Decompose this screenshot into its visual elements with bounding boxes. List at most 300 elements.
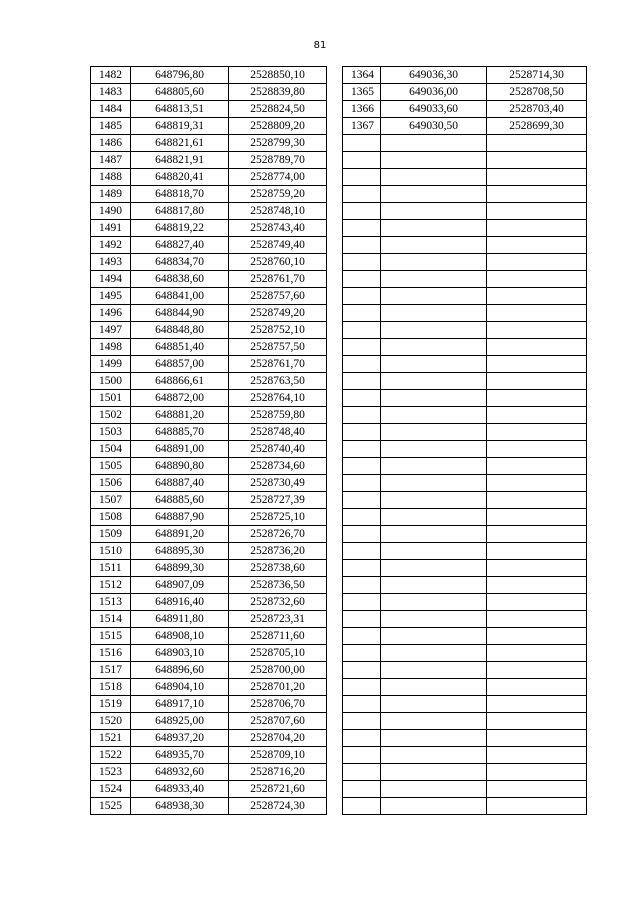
x-coordinate-cell xyxy=(381,271,487,288)
x-coordinate-cell: 648848,80 xyxy=(131,322,229,339)
y-coordinate-cell: 2528761,70 xyxy=(229,271,327,288)
coordinates-table-right xyxy=(342,66,587,815)
x-coordinate-cell xyxy=(381,339,487,356)
table-row xyxy=(91,390,327,407)
x-coordinate-cell: 648908,10 xyxy=(131,628,229,645)
table-row xyxy=(343,186,587,203)
y-coordinate-cell xyxy=(487,696,587,713)
table-row xyxy=(343,628,587,645)
y-coordinate-cell: 2528703,40 xyxy=(487,101,587,118)
table-row xyxy=(91,628,327,645)
table-row xyxy=(343,730,587,747)
table-row xyxy=(343,441,587,458)
x-coordinate-cell: 648899,30 xyxy=(131,560,229,577)
table-row xyxy=(91,662,327,679)
table-row xyxy=(91,560,327,577)
y-coordinate-cell: 2528774,00 xyxy=(229,169,327,186)
y-coordinate-cell xyxy=(487,662,587,679)
x-coordinate-cell: 648819,31 xyxy=(131,118,229,135)
table-row xyxy=(91,339,327,356)
x-coordinate-cell: 648938,30 xyxy=(131,798,229,815)
point-number-cell: 1507 xyxy=(91,492,131,509)
table-row xyxy=(343,169,587,186)
y-coordinate-cell xyxy=(487,679,587,696)
x-coordinate-cell: 648821,61 xyxy=(131,135,229,152)
point-number-cell: 1516 xyxy=(91,645,131,662)
table-row xyxy=(91,458,327,475)
y-coordinate-cell: 2528721,60 xyxy=(229,781,327,798)
table-row xyxy=(343,509,587,526)
x-coordinate-cell xyxy=(381,747,487,764)
y-coordinate-cell xyxy=(487,186,587,203)
point-number-cell xyxy=(343,730,381,747)
x-coordinate-cell: 648916,40 xyxy=(131,594,229,611)
point-number-cell xyxy=(343,798,381,815)
y-coordinate-cell: 2528850,10 xyxy=(229,67,327,84)
point-number-cell xyxy=(343,577,381,594)
x-coordinate-cell xyxy=(381,288,487,305)
y-coordinate-cell: 2528714,30 xyxy=(487,67,587,84)
point-number-cell: 1521 xyxy=(91,730,131,747)
point-number-cell xyxy=(343,713,381,730)
y-coordinate-cell xyxy=(487,492,587,509)
x-coordinate-cell xyxy=(381,713,487,730)
x-coordinate-cell xyxy=(381,696,487,713)
y-coordinate-cell: 2528736,20 xyxy=(229,543,327,560)
point-number-cell xyxy=(343,271,381,288)
x-coordinate-cell: 648834,70 xyxy=(131,254,229,271)
y-coordinate-cell: 2528699,30 xyxy=(487,118,587,135)
x-coordinate-cell: 648820,41 xyxy=(131,169,229,186)
coordinates-table-right-body xyxy=(343,67,587,815)
x-coordinate-cell: 649036,30 xyxy=(381,67,487,84)
x-coordinate-cell: 648796,80 xyxy=(131,67,229,84)
point-number-cell: 1501 xyxy=(91,390,131,407)
x-coordinate-cell: 648857,00 xyxy=(131,356,229,373)
y-coordinate-cell: 2528824,50 xyxy=(229,101,327,118)
table-row xyxy=(91,84,327,101)
table-row xyxy=(343,356,587,373)
y-coordinate-cell: 2528749,20 xyxy=(229,305,327,322)
point-number-cell: 1495 xyxy=(91,288,131,305)
y-coordinate-cell xyxy=(487,441,587,458)
y-coordinate-cell xyxy=(487,730,587,747)
x-coordinate-cell: 648818,70 xyxy=(131,186,229,203)
table-row xyxy=(91,407,327,424)
x-coordinate-cell: 648885,60 xyxy=(131,492,229,509)
y-coordinate-cell: 2528732,60 xyxy=(229,594,327,611)
y-coordinate-cell: 2528748,40 xyxy=(229,424,327,441)
point-number-cell xyxy=(343,781,381,798)
x-coordinate-cell: 648841,00 xyxy=(131,288,229,305)
y-coordinate-cell xyxy=(487,288,587,305)
table-row xyxy=(343,798,587,815)
y-coordinate-cell: 2528730,49 xyxy=(229,475,327,492)
x-coordinate-cell xyxy=(381,798,487,815)
y-coordinate-cell xyxy=(487,628,587,645)
y-coordinate-cell xyxy=(487,645,587,662)
x-coordinate-cell: 648838,60 xyxy=(131,271,229,288)
y-coordinate-cell: 2528752,10 xyxy=(229,322,327,339)
point-number-cell: 1489 xyxy=(91,186,131,203)
point-number-cell: 1523 xyxy=(91,764,131,781)
point-number-cell xyxy=(343,764,381,781)
y-coordinate-cell xyxy=(487,169,587,186)
table-row xyxy=(91,237,327,254)
x-coordinate-cell xyxy=(381,543,487,560)
x-coordinate-cell xyxy=(381,577,487,594)
y-coordinate-cell: 2528749,40 xyxy=(229,237,327,254)
y-coordinate-cell xyxy=(487,254,587,271)
table-row xyxy=(91,713,327,730)
x-coordinate-cell: 648925,00 xyxy=(131,713,229,730)
y-coordinate-cell xyxy=(487,339,587,356)
x-coordinate-cell xyxy=(381,186,487,203)
y-coordinate-cell xyxy=(487,560,587,577)
x-coordinate-cell: 648827,40 xyxy=(131,237,229,254)
point-number-cell xyxy=(343,407,381,424)
table-row xyxy=(343,237,587,254)
y-coordinate-cell xyxy=(487,305,587,322)
point-number-cell xyxy=(343,662,381,679)
x-coordinate-cell: 648937,20 xyxy=(131,730,229,747)
point-number-cell xyxy=(343,560,381,577)
point-number-cell: 1488 xyxy=(91,169,131,186)
point-number-cell xyxy=(343,152,381,169)
x-coordinate-cell: 649033,60 xyxy=(381,101,487,118)
table-row xyxy=(343,645,587,662)
x-coordinate-cell xyxy=(381,594,487,611)
x-coordinate-cell xyxy=(381,322,487,339)
table-row xyxy=(91,747,327,764)
point-number-cell: 1499 xyxy=(91,356,131,373)
x-coordinate-cell xyxy=(381,441,487,458)
y-coordinate-cell: 2528763,50 xyxy=(229,373,327,390)
table-row xyxy=(343,152,587,169)
point-number-cell xyxy=(343,543,381,560)
table-row xyxy=(91,475,327,492)
x-coordinate-cell xyxy=(381,203,487,220)
coordinates-table-left-body xyxy=(91,67,327,815)
point-number-cell: 1511 xyxy=(91,560,131,577)
x-coordinate-cell: 648813,51 xyxy=(131,101,229,118)
x-coordinate-cell xyxy=(381,645,487,662)
point-number-cell: 1483 xyxy=(91,84,131,101)
x-coordinate-cell xyxy=(381,254,487,271)
point-number-cell xyxy=(343,356,381,373)
table-row xyxy=(91,67,327,84)
x-coordinate-cell: 648885,70 xyxy=(131,424,229,441)
table-row xyxy=(343,67,587,84)
point-number-cell xyxy=(343,169,381,186)
table-row xyxy=(343,747,587,764)
table-row xyxy=(343,390,587,407)
x-coordinate-cell xyxy=(381,628,487,645)
table-row xyxy=(91,220,327,237)
y-coordinate-cell: 2528708,50 xyxy=(487,84,587,101)
y-coordinate-cell xyxy=(487,237,587,254)
point-number-cell: 1366 xyxy=(343,101,381,118)
table-row xyxy=(343,203,587,220)
table-row xyxy=(343,84,587,101)
table-row xyxy=(343,560,587,577)
table-row xyxy=(343,679,587,696)
y-coordinate-cell: 2528761,70 xyxy=(229,356,327,373)
table-row xyxy=(343,118,587,135)
point-number-cell: 1514 xyxy=(91,611,131,628)
y-coordinate-cell xyxy=(487,322,587,339)
table-row xyxy=(91,441,327,458)
x-coordinate-cell: 648932,60 xyxy=(131,764,229,781)
table-row xyxy=(343,424,587,441)
point-number-cell: 1518 xyxy=(91,679,131,696)
y-coordinate-cell xyxy=(487,356,587,373)
point-number-cell: 1367 xyxy=(343,118,381,135)
x-coordinate-cell xyxy=(381,526,487,543)
point-number-cell xyxy=(343,322,381,339)
point-number-cell xyxy=(343,220,381,237)
x-coordinate-cell xyxy=(381,169,487,186)
point-number-cell xyxy=(343,492,381,509)
point-number-cell: 1508 xyxy=(91,509,131,526)
point-number-cell xyxy=(343,526,381,543)
point-number-cell: 1524 xyxy=(91,781,131,798)
table-row xyxy=(343,611,587,628)
point-number-cell xyxy=(343,441,381,458)
table-row xyxy=(343,577,587,594)
table-row xyxy=(343,594,587,611)
y-coordinate-cell: 2528734,60 xyxy=(229,458,327,475)
table-row xyxy=(91,730,327,747)
point-number-cell: 1493 xyxy=(91,254,131,271)
point-number-cell: 1496 xyxy=(91,305,131,322)
x-coordinate-cell: 648844,90 xyxy=(131,305,229,322)
y-coordinate-cell: 2528707,60 xyxy=(229,713,327,730)
page-number: 81 xyxy=(313,40,327,51)
x-coordinate-cell: 648911,80 xyxy=(131,611,229,628)
point-number-cell: 1484 xyxy=(91,101,131,118)
y-coordinate-cell xyxy=(487,458,587,475)
point-number-cell: 1520 xyxy=(91,713,131,730)
x-coordinate-cell: 648887,40 xyxy=(131,475,229,492)
point-number-cell: 1498 xyxy=(91,339,131,356)
point-number-cell: 1494 xyxy=(91,271,131,288)
y-coordinate-cell xyxy=(487,424,587,441)
y-coordinate-cell: 2528711,60 xyxy=(229,628,327,645)
x-coordinate-cell xyxy=(381,356,487,373)
point-number-cell: 1517 xyxy=(91,662,131,679)
x-coordinate-cell: 648881,20 xyxy=(131,407,229,424)
y-coordinate-cell: 2528743,40 xyxy=(229,220,327,237)
table-row xyxy=(91,356,327,373)
x-coordinate-cell: 648866,61 xyxy=(131,373,229,390)
point-number-cell: 1485 xyxy=(91,118,131,135)
point-number-cell: 1509 xyxy=(91,526,131,543)
point-number-cell: 1492 xyxy=(91,237,131,254)
x-coordinate-cell xyxy=(381,424,487,441)
point-number-cell: 1490 xyxy=(91,203,131,220)
table-row xyxy=(343,135,587,152)
y-coordinate-cell: 2528757,50 xyxy=(229,339,327,356)
y-coordinate-cell: 2528724,30 xyxy=(229,798,327,815)
y-coordinate-cell: 2528725,10 xyxy=(229,509,327,526)
point-number-cell xyxy=(343,237,381,254)
y-coordinate-cell: 2528839,80 xyxy=(229,84,327,101)
table-row xyxy=(91,322,327,339)
table-row xyxy=(91,254,327,271)
point-number-cell xyxy=(343,339,381,356)
x-coordinate-cell xyxy=(381,679,487,696)
y-coordinate-cell xyxy=(487,747,587,764)
y-coordinate-cell xyxy=(487,577,587,594)
y-coordinate-cell: 2528700,00 xyxy=(229,662,327,679)
x-coordinate-cell xyxy=(381,220,487,237)
table-row xyxy=(343,254,587,271)
x-coordinate-cell xyxy=(381,492,487,509)
x-coordinate-cell xyxy=(381,509,487,526)
table-row xyxy=(343,475,587,492)
table-row xyxy=(343,662,587,679)
point-number-cell: 1519 xyxy=(91,696,131,713)
table-row xyxy=(91,305,327,322)
y-coordinate-cell: 2528706,70 xyxy=(229,696,327,713)
point-number-cell xyxy=(343,509,381,526)
table-row xyxy=(343,543,587,560)
y-coordinate-cell: 2528789,70 xyxy=(229,152,327,169)
x-coordinate-cell: 648872,00 xyxy=(131,390,229,407)
point-number-cell: 1512 xyxy=(91,577,131,594)
table-row xyxy=(343,101,587,118)
y-coordinate-cell: 2528764,10 xyxy=(229,390,327,407)
table-row xyxy=(343,407,587,424)
table-row xyxy=(91,424,327,441)
point-number-cell xyxy=(343,424,381,441)
x-coordinate-cell xyxy=(381,407,487,424)
point-number-cell xyxy=(343,747,381,764)
x-coordinate-cell: 648891,20 xyxy=(131,526,229,543)
table-row xyxy=(91,645,327,662)
x-coordinate-cell: 649030,50 xyxy=(381,118,487,135)
coordinates-table-left xyxy=(90,66,327,815)
table-row xyxy=(91,373,327,390)
x-coordinate-cell xyxy=(381,135,487,152)
y-coordinate-cell: 2528727,39 xyxy=(229,492,327,509)
x-coordinate-cell xyxy=(381,237,487,254)
point-number-cell xyxy=(343,203,381,220)
table-row xyxy=(343,339,587,356)
y-coordinate-cell xyxy=(487,543,587,560)
point-number-cell xyxy=(343,679,381,696)
x-coordinate-cell: 648821,91 xyxy=(131,152,229,169)
y-coordinate-cell xyxy=(487,781,587,798)
x-coordinate-cell xyxy=(381,152,487,169)
table-row xyxy=(91,543,327,560)
table-row xyxy=(91,577,327,594)
point-number-cell xyxy=(343,254,381,271)
y-coordinate-cell xyxy=(487,220,587,237)
x-coordinate-cell xyxy=(381,662,487,679)
point-number-cell: 1482 xyxy=(91,67,131,84)
x-coordinate-cell: 648895,30 xyxy=(131,543,229,560)
point-number-cell xyxy=(343,390,381,407)
point-number-cell xyxy=(343,594,381,611)
point-number-cell xyxy=(343,305,381,322)
table-row xyxy=(343,526,587,543)
point-number-cell xyxy=(343,628,381,645)
table-row xyxy=(91,696,327,713)
table-row xyxy=(343,271,587,288)
point-number-cell: 1500 xyxy=(91,373,131,390)
point-number-cell xyxy=(343,135,381,152)
y-coordinate-cell: 2528709,10 xyxy=(229,747,327,764)
point-number-cell: 1504 xyxy=(91,441,131,458)
point-number-cell: 1505 xyxy=(91,458,131,475)
table-row xyxy=(91,594,327,611)
table-row xyxy=(91,271,327,288)
x-coordinate-cell: 649036,00 xyxy=(381,84,487,101)
point-number-cell xyxy=(343,373,381,390)
table-row xyxy=(91,492,327,509)
x-coordinate-cell: 648819,22 xyxy=(131,220,229,237)
y-coordinate-cell: 2528705,10 xyxy=(229,645,327,662)
point-number-cell: 1502 xyxy=(91,407,131,424)
x-coordinate-cell: 648903,10 xyxy=(131,645,229,662)
point-number-cell xyxy=(343,475,381,492)
point-number-cell: 1364 xyxy=(343,67,381,84)
y-coordinate-cell xyxy=(487,509,587,526)
point-number-cell: 1506 xyxy=(91,475,131,492)
y-coordinate-cell: 2528748,10 xyxy=(229,203,327,220)
point-number-cell xyxy=(343,611,381,628)
point-number-cell xyxy=(343,186,381,203)
y-coordinate-cell xyxy=(487,526,587,543)
x-coordinate-cell xyxy=(381,458,487,475)
x-coordinate-cell xyxy=(381,781,487,798)
table-row xyxy=(91,101,327,118)
table-row xyxy=(343,458,587,475)
y-coordinate-cell: 2528759,20 xyxy=(229,186,327,203)
table-row xyxy=(343,305,587,322)
y-coordinate-cell xyxy=(487,407,587,424)
y-coordinate-cell: 2528799,30 xyxy=(229,135,327,152)
x-coordinate-cell: 648933,40 xyxy=(131,781,229,798)
y-coordinate-cell xyxy=(487,390,587,407)
table-row xyxy=(343,322,587,339)
x-coordinate-cell: 648935,70 xyxy=(131,747,229,764)
x-coordinate-cell xyxy=(381,611,487,628)
table-row xyxy=(91,509,327,526)
table-row xyxy=(91,764,327,781)
table-row xyxy=(91,798,327,815)
table-row xyxy=(91,526,327,543)
x-coordinate-cell: 648904,10 xyxy=(131,679,229,696)
point-number-cell: 1525 xyxy=(91,798,131,815)
table-row xyxy=(343,220,587,237)
table-row xyxy=(91,679,327,696)
x-coordinate-cell: 648890,80 xyxy=(131,458,229,475)
x-coordinate-cell: 648887,90 xyxy=(131,509,229,526)
table-row xyxy=(91,288,327,305)
point-number-cell xyxy=(343,696,381,713)
table-row xyxy=(91,169,327,186)
y-coordinate-cell xyxy=(487,373,587,390)
point-number-cell: 1491 xyxy=(91,220,131,237)
y-coordinate-cell xyxy=(487,764,587,781)
x-coordinate-cell xyxy=(381,764,487,781)
table-row xyxy=(91,186,327,203)
y-coordinate-cell: 2528736,50 xyxy=(229,577,327,594)
y-coordinate-cell: 2528716,20 xyxy=(229,764,327,781)
